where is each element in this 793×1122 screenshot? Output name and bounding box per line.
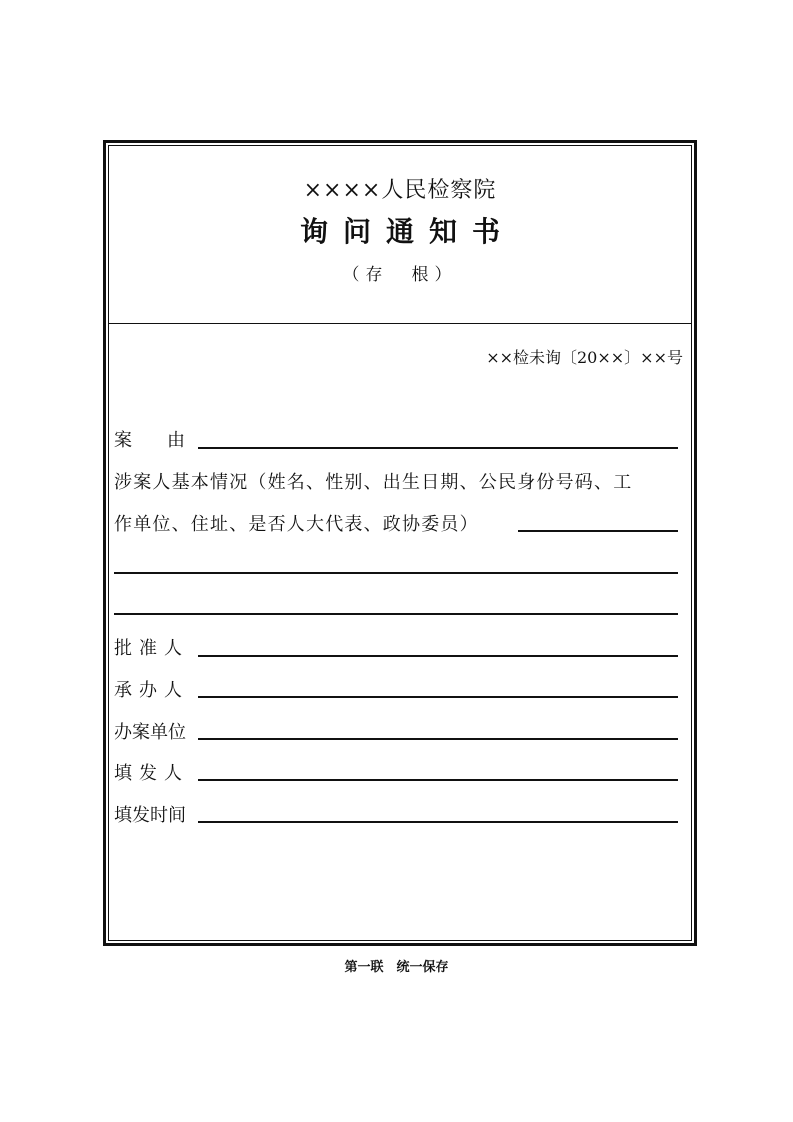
- issuer-label: 填发人: [114, 763, 189, 784]
- handler-label: 承办人: [114, 680, 189, 701]
- approver-line[interactable]: [198, 655, 678, 657]
- header-divider: [108, 323, 692, 324]
- document-title: 询问通知书: [299, 215, 515, 248]
- case-cause-label: 案由: [114, 430, 220, 451]
- handling-unit-label: 办案单位: [114, 722, 186, 743]
- issue-time-label: 填发时间: [114, 805, 186, 826]
- issuer-line[interactable]: [198, 779, 678, 781]
- case-cause-line[interactable]: [198, 447, 678, 449]
- handling-unit-line[interactable]: [198, 738, 678, 740]
- document-subtitle: （存 根）: [342, 265, 458, 285]
- handler-line[interactable]: [198, 696, 678, 698]
- involved-person-label-line2: 作单位、住址、是否人大代表、政协委员）: [114, 514, 479, 535]
- document-number: ××检未询〔20××〕××号: [486, 348, 683, 367]
- involved-person-line-1[interactable]: [518, 530, 678, 532]
- footer-copy-note: 第一联 统一保存: [344, 960, 449, 975]
- approver-label: 批准人: [114, 638, 189, 659]
- involved-person-line-2[interactable]: [114, 572, 678, 574]
- agency-name: ××××人民检察院: [303, 178, 497, 203]
- involved-person-line-3[interactable]: [114, 613, 678, 615]
- involved-person-label-line1: 涉案人基本情况（姓名、性别、出生日期、公民身份号码、工: [114, 472, 633, 493]
- issue-time-line[interactable]: [198, 821, 678, 823]
